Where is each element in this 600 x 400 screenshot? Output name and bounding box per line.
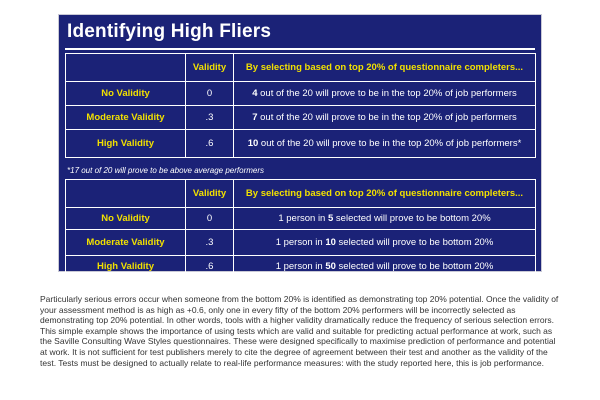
outcome-text: selected will prove to be bottom 20% xyxy=(333,213,491,224)
row-label: No Validity xyxy=(66,82,186,106)
table-row xyxy=(66,208,536,230)
validity-value: .3 xyxy=(186,106,234,130)
slide-title: Identifying High Fliers xyxy=(67,21,272,42)
outcome-cell xyxy=(234,82,536,106)
outcome-cell xyxy=(234,106,536,130)
table-header-row xyxy=(66,54,536,82)
row-label: High Validity xyxy=(66,256,186,278)
header-validity: Validity xyxy=(186,54,234,82)
row-label: Moderate Validity xyxy=(66,230,186,256)
validity-value: 0 xyxy=(186,82,234,106)
validity-value: .6 xyxy=(186,130,234,158)
footnote: *17 out of 20 will prove to be above average performers xyxy=(67,166,265,175)
validity-value: .6 xyxy=(186,256,234,278)
table-row xyxy=(66,82,536,106)
table-row xyxy=(66,256,536,278)
header-empty-cell xyxy=(66,180,186,208)
validity-value: .3 xyxy=(186,230,234,256)
outcome-prefix: 1 person in xyxy=(278,213,328,224)
outcome-prefix: 1 person in xyxy=(275,237,326,248)
outcome-number: 5 xyxy=(327,213,334,224)
slide xyxy=(58,14,542,272)
table-row xyxy=(66,230,536,256)
bottom-20-table xyxy=(65,179,536,278)
table-row xyxy=(66,106,536,130)
row-label: No Validity xyxy=(66,208,186,230)
outcome-prefix: 1 person in xyxy=(275,261,326,272)
outcome-number: 50 xyxy=(325,261,336,272)
outcome-cell xyxy=(234,256,536,278)
header-selection: By selecting based on top 20% of questionnaire completers... xyxy=(234,54,536,82)
outcome-cell xyxy=(234,208,536,230)
outcome-number: 10 xyxy=(247,138,259,149)
outcome-text: out of the 20 will prove to be in the top 20% of job performers xyxy=(257,112,517,123)
outcome-text: selected will prove to be bottom 20% xyxy=(335,237,494,248)
row-label: High Validity xyxy=(66,130,186,158)
title-divider xyxy=(65,48,535,50)
outcome-text: out of the 20 will prove to be in the top 20% of job performers* xyxy=(258,138,522,149)
header-selection: By selecting based on top 20% of questionnaire completers... xyxy=(234,180,536,208)
outcome-text: selected will prove to be bottom 20% xyxy=(335,261,494,272)
validity-value: 0 xyxy=(186,208,234,230)
outcome-number: 10 xyxy=(325,237,336,248)
outcome-text: out of the 20 will prove to be in the top 20% of job performers xyxy=(257,88,517,99)
row-label: Moderate Validity xyxy=(66,106,186,130)
outcome-cell xyxy=(234,230,536,256)
outcome-cell xyxy=(234,130,536,158)
table-header-row xyxy=(66,180,536,208)
body-paragraph: Particularly serious errors occur when someone from the bottom 20% is identified as demonstrating top 20% potential. Once the validity of your assessment method is as high as +0.6, only one in every fifty of the bottom 20% performers will be incorrectly selected as demonstrating top 20% potential. In other words, tools with a higher validity dramatically reduce the frequency of serious selection errors. This simple example shows the importance of using tests which are valid and suitable for predicting actual performance at work, such as the Saville Consulting Wave Styles questionnaires. These were designed specifically to maximise prediction of performance and potential at work. It is not sufficient for test publishers merely to cite the degree of agreement between their test and another as the validity of the test. Tests must be designed to actually relate to real-life performance measures: with the study reported here, this is job performance. xyxy=(40,294,559,368)
header-empty-cell xyxy=(66,54,186,82)
header-validity: Validity xyxy=(186,180,234,208)
outcome-number: 4 xyxy=(252,88,258,99)
table-row xyxy=(66,130,536,158)
top-20-table xyxy=(65,53,536,158)
outcome-number: 7 xyxy=(252,112,258,123)
